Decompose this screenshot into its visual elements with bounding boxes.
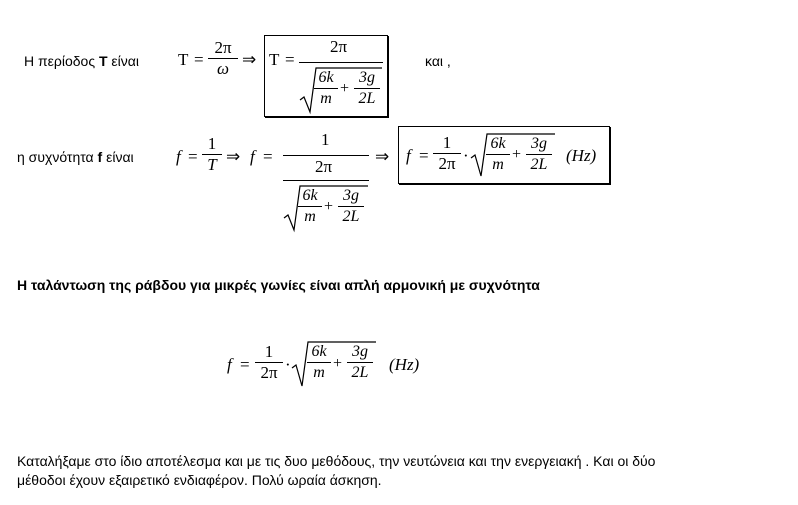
- result-numerator: 2π: [330, 37, 348, 56]
- final-unit: (Hz): [389, 355, 420, 374]
- final-frac-6k-m: [307, 342, 331, 383]
- freq-frac-6k-m: [298, 186, 322, 227]
- freq-one: 1: [207, 134, 217, 153]
- freq-implies-2: ⇒: [375, 147, 390, 166]
- fres-plus: +: [512, 146, 522, 163]
- freq-big-numerator: 1: [321, 130, 330, 149]
- period-denominator: ω: [216, 59, 229, 78]
- fres-eq: =: [419, 146, 429, 165]
- period-fraction-2pi-omega: [208, 38, 238, 79]
- freq-frac-3g-2L: [338, 186, 364, 227]
- fres-one: 1: [442, 133, 452, 152]
- period-eq: =: [194, 50, 204, 69]
- conclusion-heading: Η ταλάντωση της ράβδου για μικρές γωνίες είναι απλή αρμονική με συχνότητα: [17, 277, 540, 293]
- frac-3g: 3g: [359, 69, 375, 86]
- final-one: 1: [264, 342, 274, 361]
- freq-fraction-1-T: [202, 134, 222, 175]
- freq-eq: =: [188, 147, 198, 166]
- result-T: T: [269, 50, 280, 69]
- freq-f: f: [176, 147, 181, 166]
- result-frac-3g-2L: [354, 68, 380, 109]
- final-2L: 2L: [351, 364, 369, 381]
- period-implies: ⇒: [242, 50, 257, 69]
- frac-6k: 6k: [318, 69, 334, 86]
- freq-f2: f: [250, 147, 255, 166]
- freq-eq2: =: [263, 147, 273, 166]
- frequency-label-prefix: η συχνότητα: [17, 149, 98, 165]
- fres-3g: 3g: [531, 135, 547, 152]
- freq-m: m: [304, 208, 316, 225]
- closing-line-1: Καταλήξαμε στο ίδιο αποτέλεσμα και με τις δυο μεθόδους, την νευτώνεια και την ενεργειακή . Και οι δύο: [17, 453, 656, 469]
- final-frac-3g-2L: [347, 342, 373, 383]
- fres-2pi: 2π: [438, 154, 456, 173]
- frequency-label-symbol: f: [97, 149, 103, 165]
- freq-big-den-2pi: 2π: [315, 157, 333, 176]
- freq-T: T: [207, 155, 217, 174]
- frequency-label: [17, 149, 134, 165]
- final-plus: +: [333, 355, 343, 372]
- period-label-suffix: είναι: [107, 53, 139, 69]
- result-plus: +: [340, 80, 350, 97]
- freq-2L: 2L: [342, 208, 360, 225]
- period-label: [24, 53, 139, 69]
- result-eq: =: [285, 50, 295, 69]
- final-dot: ·: [285, 355, 291, 374]
- freq-inner-bar: [283, 180, 369, 181]
- freq-implies-1: ⇒: [226, 147, 241, 166]
- freq-6k: 6k: [302, 187, 318, 204]
- freq-plus: +: [324, 198, 334, 215]
- freq-big-bar: [283, 155, 369, 156]
- period-label-prefix: Η περίοδος: [24, 53, 99, 69]
- freq-3g: 3g: [343, 187, 359, 204]
- fres-f: f: [406, 146, 411, 165]
- fres-2L: 2L: [530, 156, 548, 173]
- fres-6k: 6k: [490, 135, 506, 152]
- period-T: T: [178, 50, 189, 69]
- final-6k: 6k: [311, 343, 327, 360]
- final-f: f: [227, 355, 232, 374]
- fres-frac-3g-2L: [526, 134, 552, 175]
- fres-dot: ·: [463, 146, 469, 165]
- frac-m: m: [320, 90, 332, 107]
- frequency-label-suffix: είναι: [102, 149, 134, 165]
- final-2pi: 2π: [260, 363, 278, 382]
- final-3g: 3g: [352, 343, 368, 360]
- fres-m: m: [492, 156, 504, 173]
- result-frac-6k-m: [314, 68, 338, 109]
- period-label-symbol: T: [98, 53, 108, 69]
- final-m: m: [313, 364, 325, 381]
- closing-line-2: μέθοδοι έχουν εξαιρετικό ενδιαφέρον. Πολύ ωραία άσκηση.: [17, 472, 382, 488]
- result-fraction-bar: [299, 62, 383, 63]
- final-eq: =: [240, 355, 250, 374]
- fres-unit: (Hz): [566, 146, 597, 165]
- final-fraction-1-2pi: [255, 342, 283, 383]
- and-text: και ,: [425, 53, 451, 69]
- fres-frac-6k-m: [486, 134, 510, 175]
- fres-fraction-1-2pi: [433, 133, 461, 174]
- frac-2L: 2L: [358, 90, 376, 107]
- period-numerator: 2π: [214, 38, 232, 57]
